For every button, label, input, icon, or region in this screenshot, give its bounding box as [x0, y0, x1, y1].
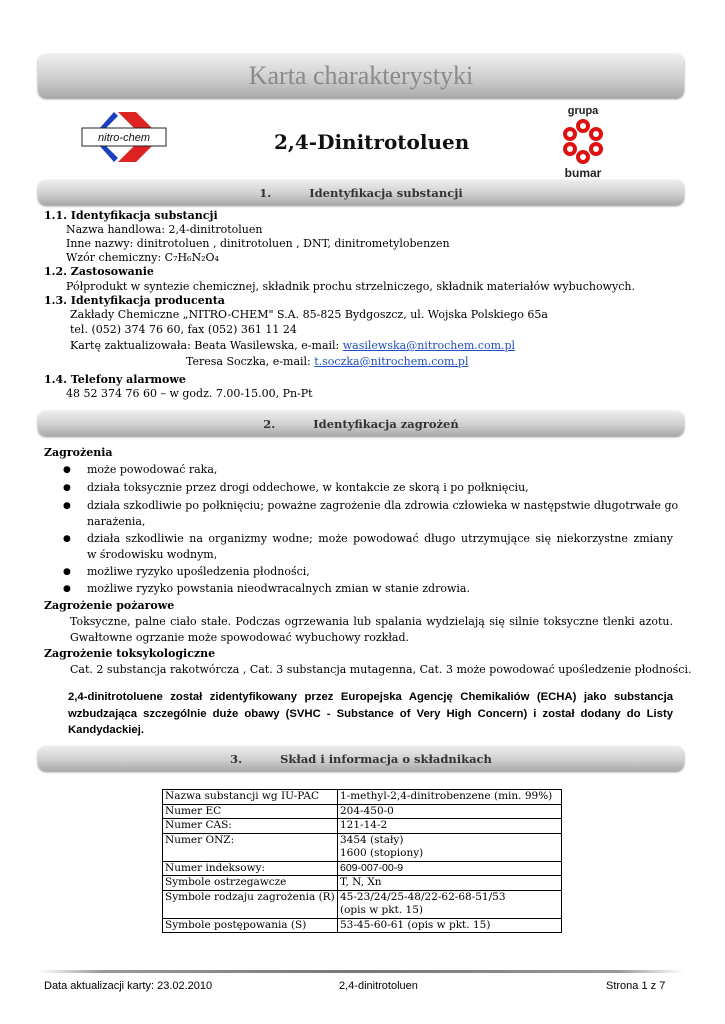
table-row: [163, 819, 562, 834]
table-value: [338, 833, 562, 861]
hazard-item: możliwe ryzyko upośledzenia płodności,: [87, 565, 310, 578]
footer-date: Data aktualizacji karty: 23.02.2010: [44, 980, 213, 992]
second-contact-label: Teresa Soczka, e-mail:: [186, 355, 315, 368]
fire-hazard-title: Zagrożenie pożarowe: [44, 599, 175, 612]
email-link-2[interactable]: t.soczka@nitrochem.com.pl: [314, 355, 469, 368]
hazard-item-cont: narażenia,: [87, 515, 146, 528]
hazard-item: działa szkodliwie po połknięciu; poważne zagrożenie dla zdrowia człowieka w następstwie długotrwałe go: [87, 499, 679, 512]
hazard-item-cont: w środowisku wodnym,: [87, 548, 218, 561]
nitro-chem-logo: [78, 108, 170, 166]
section-1-header: [38, 180, 684, 205]
table-value: T, N, Xn: [338, 876, 562, 891]
table-value: 53-45-60-61 (opis w pkt. 15): [338, 918, 562, 933]
section-1-number: 1.: [259, 185, 272, 200]
producer-address: Zakłady Chemiczne „NITRO-CHEM" S.A. 85-825 Bydgoszcz, ul. Wojska Polskiego 65a: [70, 308, 548, 321]
echa-notice: [68, 689, 673, 739]
table-value: [338, 890, 562, 918]
bullet-icon: ●: [63, 465, 71, 475]
bullet-icon: ●: [63, 534, 71, 544]
table-value-line: 3454 (stały): [340, 833, 404, 846]
document-title: Karta charakterystyki: [248, 61, 474, 90]
table-value: 204-450-0: [338, 804, 562, 819]
bumar-logo: [548, 104, 618, 182]
section-3-title: Skład i informacja o składnikach: [280, 751, 492, 766]
emergency-phone: 48 52 374 76 60 – w godz. 7.00-15.00, Pn-Pt: [66, 387, 313, 400]
logo-text: nitro-chem: [98, 132, 150, 144]
second-contact: [186, 355, 468, 369]
echa-line: wzbudzająca szczególnie duże obawy (SVHC - Substance of Very High Concern) i został dodany do Listy: [68, 707, 673, 720]
composition-table: [162, 789, 562, 933]
trade-name: Nazwa handlowa: 2,4-dinitrotoluen: [66, 223, 263, 236]
section-2-header: [38, 411, 684, 436]
table-key: Numer CAS:: [163, 819, 338, 834]
table-value-line: (opis w pkt. 15): [340, 904, 423, 916]
section-2-number: 2.: [263, 416, 276, 431]
table-key: Symbole ostrzegawcze: [163, 876, 338, 891]
table-key: Numer ONZ:: [163, 833, 338, 861]
bullet-icon: ●: [63, 483, 71, 493]
footer-page: Strona 1 z 7: [606, 980, 666, 992]
fire-hazard-text: Toksyczne, palne ciało stałe. Podczas ogrzewania lub spalania wydzielają się silnie toksyczne tlenki azotu.: [70, 615, 673, 628]
table-value: 609-007-00-9: [338, 861, 562, 876]
echa-line: Kandydackiej.: [68, 724, 144, 736]
subsection-1-1: 1.1. Identyfikacja substancji: [44, 209, 218, 222]
table-value: 121-14-2: [338, 819, 562, 834]
hazard-item: działa toksycznie przez drogi oddechowe, w kontakcie ze skorą i po połknięciu,: [87, 481, 529, 494]
table-row: [163, 876, 562, 891]
table-key: Symbole rodzaju zagrożenia (R): [163, 890, 338, 918]
subsection-1-4: 1.4. Telefony alarmowe: [44, 373, 186, 386]
table-value: 1-methyl-2,4-dinitrobenzene (min. 99%): [338, 790, 562, 805]
table-row: [163, 833, 562, 861]
table-row: [163, 790, 562, 805]
chemical-formula: [66, 251, 219, 265]
fire-hazard-text-2: Gwałtowne ogrzanie może spowodować wybuchowy rozkład.: [70, 631, 410, 644]
echa-line: 2,4-dinitrotoluene został zidentyfikowany przez Europejska Agencję Chemikaliów (ECHA) jako substancja: [68, 691, 673, 703]
section-2-title: Identyfikacja zagrożeń: [313, 416, 459, 431]
table-value-line: 45-23/24/25-48/22-62-68-51/53: [340, 890, 506, 903]
producer-phone: tel. (052) 374 76 60, fax (052) 361 11 24: [70, 323, 297, 336]
hazard-item: może powodować raka,: [87, 463, 218, 476]
tox-hazard-title: Zagrożenie toksykologiczne: [44, 647, 216, 660]
usage-text: Półprodukt w syntezie chemicznej, składnik prochu strzelniczego, składnik materiałów wybuchowych.: [66, 280, 635, 293]
footer-substance: 2,4-dinitrotoluen: [339, 980, 418, 992]
subsection-1-3: 1.3. Identyfikacja producenta: [44, 294, 225, 307]
table-value-line: 1600 (stopiony): [340, 847, 424, 859]
substance-heading: 2,4-Dinitrotoluen: [274, 130, 470, 154]
hazard-item: możliwe ryzyko powstania nieodwracalnych zmian w stanie zdrowia.: [87, 582, 470, 595]
bullet-icon: ●: [63, 501, 71, 511]
hazards-title: Zagrożenia: [44, 446, 113, 459]
section-3-header: [38, 746, 684, 771]
updated-by: [70, 339, 515, 353]
email-link-1[interactable]: wasilewska@nitrochem.com.pl: [342, 339, 516, 352]
table-row: [163, 861, 562, 876]
table-row: [163, 918, 562, 933]
hazard-item: działa szkodliwie na organizmy wodne; może powodować długo utrzymujące się niekorzystne zmiany: [87, 532, 673, 545]
logo-grupa-text: grupa: [567, 105, 599, 117]
logo-bumar-text: bumar: [564, 166, 602, 180]
footer-divider: [38, 970, 684, 973]
title-band: [38, 54, 684, 98]
updated-by-label: Kartę zaktualizowała: Beata Wasilewska, e-mail:: [70, 339, 343, 352]
table-key: Nazwa substancji wg IU-PAC: [163, 790, 338, 805]
table-key: Numer EC: [163, 804, 338, 819]
section-3-number: 3.: [230, 751, 243, 766]
tox-hazard-text: Cat. 2 substancja rakotwórcza , Cat. 3 substancja mutagenna, Cat. 3 może powodować upośledzenie płodności.: [70, 663, 692, 676]
other-names: Inne nazwy: dinitrotoluen , dinitrotoluen , DNT, dinitrometylobenzen: [66, 237, 450, 250]
formula-value: C₇H₆N₂O₄: [164, 251, 219, 264]
bullet-icon: ●: [63, 567, 71, 577]
table-key: Numer indeksowy:: [163, 861, 338, 876]
table-row: [163, 804, 562, 819]
section-1-title: Identyfikacja substancji: [309, 185, 463, 200]
table-key: Symbole postępowania (S): [163, 918, 338, 933]
subsection-1-2: 1.2. Zastosowanie: [44, 265, 154, 278]
formula-label: Wzór chemiczny:: [66, 251, 165, 264]
bullet-icon: ●: [63, 584, 71, 594]
table-row: [163, 890, 562, 918]
